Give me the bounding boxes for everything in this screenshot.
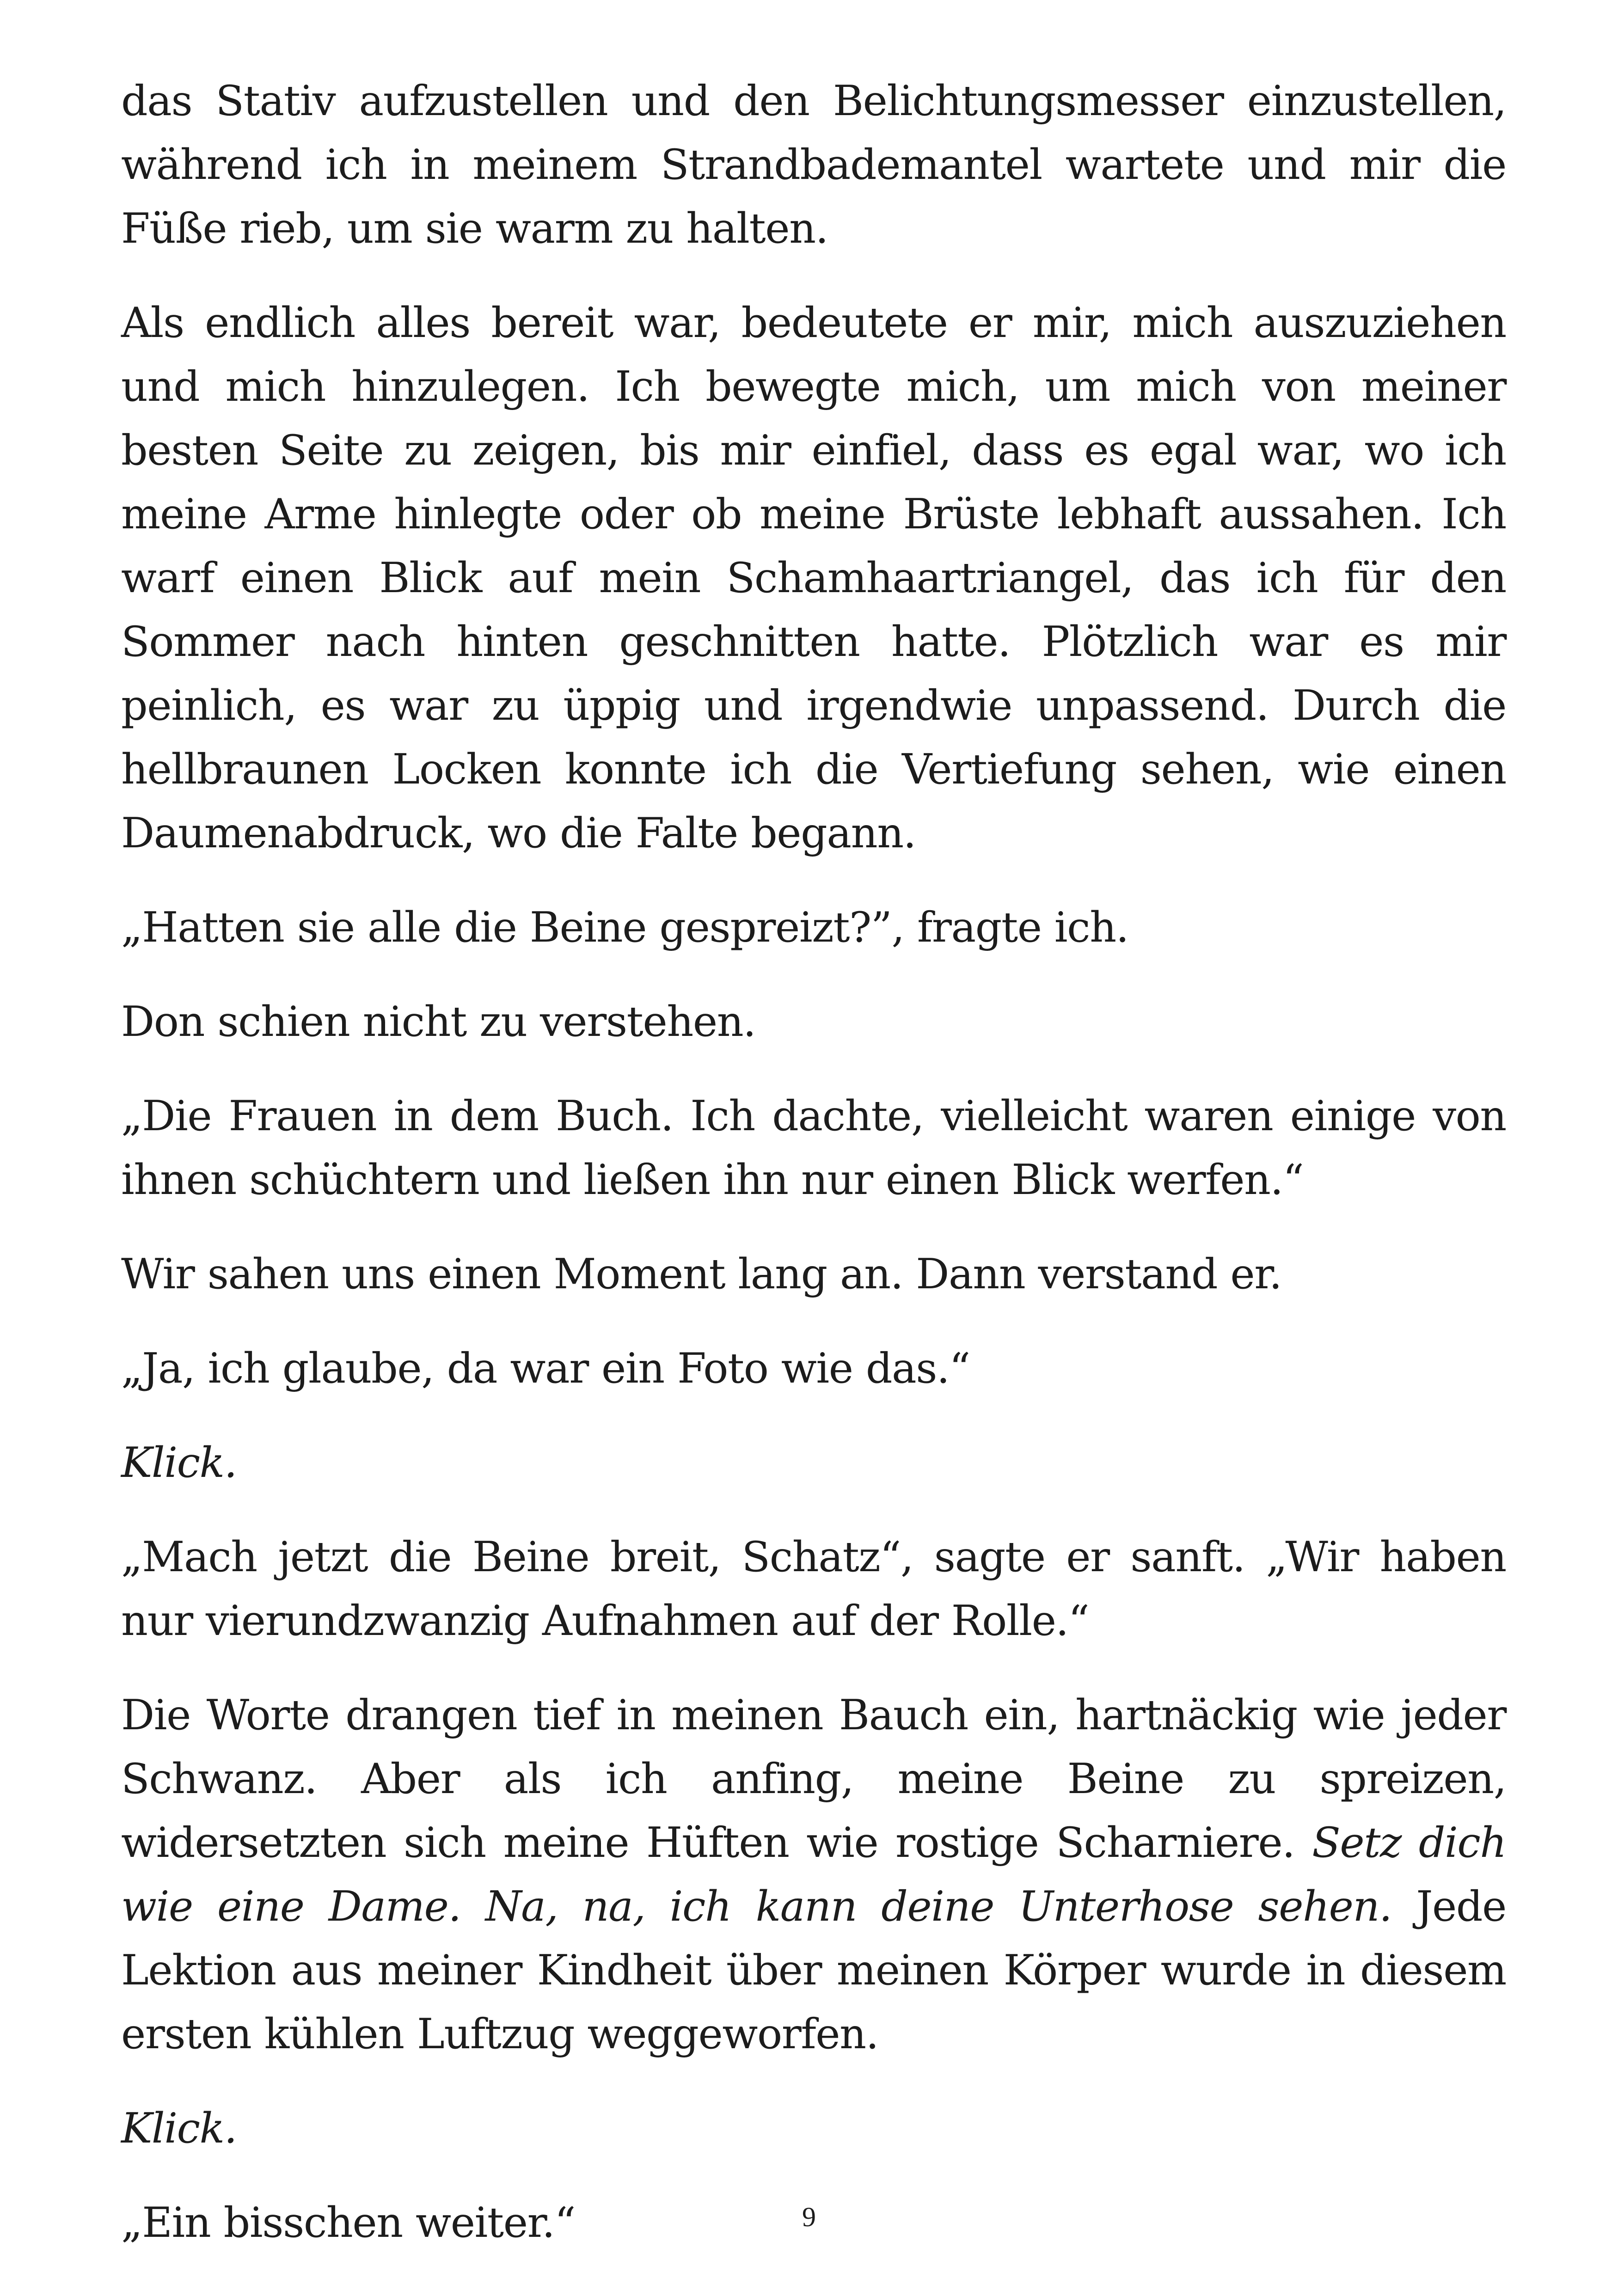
paragraph-10-after: Jede Lektion aus meiner Kindheit über meinen Körper wurde in diesem ersten kühlen Luftzug weggeworfen.: [121, 1882, 1506, 2058]
paragraph-6: Wir sahen uns einen Moment lang an. Dann verstand er.: [121, 1250, 1282, 1298]
klick-text-1: Klick.: [121, 1439, 237, 1487]
paragraph-9: „Mach jetzt die Beine breit, Schatz“, sagte er sanft. „Wir haben nur vierundzwanzig Aufnahmen auf der Rolle.“: [121, 1533, 1506, 1645]
paragraph-11: [121, 2097, 1506, 2161]
paragraph-10: [121, 1684, 1506, 2066]
paragraph-4: Don schien nicht zu verstehen.: [121, 998, 756, 1046]
paragraph-5: „Die Frauen in dem Buch. Ich dachte, vielleicht waren einige von ihnen schüchtern und ließen ihn nur einen Blick werfen.“: [121, 1092, 1506, 1204]
paragraph-12: „Ein bisschen weiter.“: [121, 2198, 576, 2247]
paragraph-8: [121, 1431, 1506, 1495]
paragraph-7: „Ja, ich glaube, da war ein Foto wie das.“: [121, 1344, 970, 1393]
klick-text-2: Klick.: [121, 2104, 237, 2153]
page-body: [121, 69, 1506, 2285]
paragraph-1: das Stativ aufzustellen und den Belichtungsmesser einzustellen, während ich in meinem Strandbademantel wartete und mir die Füße rieb, um sie warm zu halten.: [121, 77, 1506, 253]
page-number: 9: [802, 2202, 816, 2232]
paragraph-10-italic: Setz dich wie eine Dame. Na, na, ich kann deine Unterhose sehen.: [121, 1818, 1506, 1931]
paragraph-10-before: Die Worte drangen tief in meinen Bauch ein, hartnäckig wie jeder Schwanz. Aber als ich anfing, meine Beine zu spreizen, widersetzten sich meine Hüften wie rostige Scharniere.: [121, 1691, 1506, 1867]
paragraph-3: „Hatten sie alle die Beine gespreizt?”, fragte ich.: [121, 903, 1128, 952]
paragraph-2: Als endlich alles bereit war, bedeutete er mir, mich auszuziehen und mich hinzulegen. Ich bewegte mich, um mich von meiner besten Seite zu zeigen, bis mir einfiel, dass es egal war, wo ich meine Arme hinlegte oder ob meine Brüste lebhaft aussahen. Ich warf einen Blick auf mein Schamhaartriangel, das ich für den Sommer nach hinten geschnitten hatte. Plötzlich war es mir peinlich, es war zu üppig und irgendwie unpassend. Durch die hellbraunen Locken konnte ich die Vertiefung sehen, wie einen Daumenabdruck, wo die Falte begann.: [121, 299, 1506, 857]
